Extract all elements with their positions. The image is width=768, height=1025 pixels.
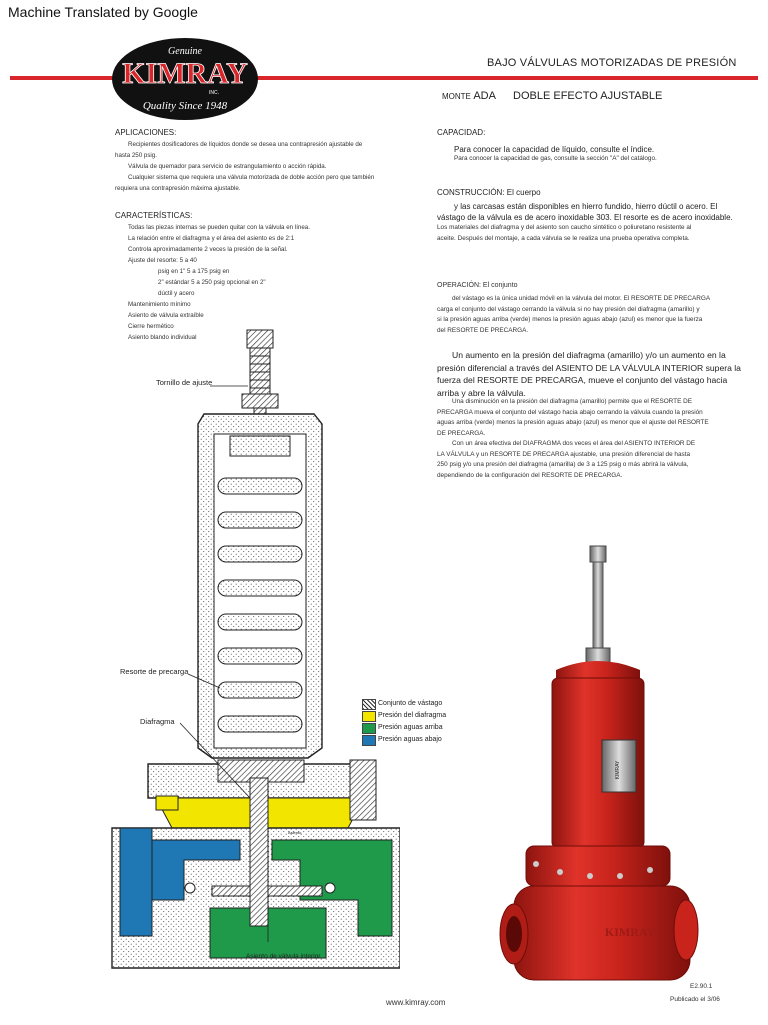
feature-line: dúctil y acero (158, 290, 195, 297)
valve-cutaway-diagram (100, 328, 400, 993)
header-mount-label: MONTE (442, 92, 471, 101)
applications-text (115, 139, 415, 194)
operation-line: dependiendo de la configuración del RESORTE DE PRECARGA. (437, 471, 623, 479)
valve-product-photo (490, 540, 713, 1025)
label-preload-spring: Resorte de precarga (120, 667, 189, 676)
label-adjust-screw: Tornillo de ajuste (156, 378, 213, 387)
logo-tagline: Quality Since 1948 (142, 100, 228, 112)
kimray-logo (110, 36, 260, 127)
legend-label: Presión aguas arriba (378, 724, 443, 731)
label-inner-seat: Asiento de válvula interior (246, 953, 321, 960)
applications-line: requiera una contrapresión máxima ajustable. (115, 185, 241, 192)
construction-title: CONSTRUCCIÓN: El cuerpo (437, 188, 541, 197)
operation-line: presión diferencial a través del ASIENTO DE LA VÁLVULA INTERIOR supera la (437, 362, 741, 373)
legend-swatch-hatch (362, 699, 376, 710)
operation-title: OPERACIÓN: El conjunto (437, 282, 518, 289)
footer-published: Publicado el 3/06 (670, 996, 720, 1003)
feature-line: Asiento de válvula extraíble (128, 312, 204, 319)
feature-line: psig en 1" 5 a 175 psig en (158, 268, 230, 275)
feature-line: Controla aproximadamente 2 veces la presión de la señal. (128, 246, 288, 253)
nameplate-text: KIMRAY (615, 760, 621, 780)
operation-line: aguas arriba (verde) menos la presión aguas abajo (azul) es menor que el ajuste del RESORTE (437, 419, 709, 426)
operation-line: Un aumento en la presión del diafragma (amarillo) y/o un aumento en la (452, 350, 726, 360)
feature-line: La relación entre el diafragma y el área del asiento es de 2:1 (128, 235, 295, 242)
legend-swatch-blue (362, 735, 376, 746)
capacity-line-1: Para conocer la capacidad de líquido, consulte el índice. (454, 145, 655, 154)
operation-line: del RESORTE DE PRECARGA. (437, 326, 529, 334)
legend-swatch-yellow (362, 711, 376, 722)
header-title: DOBLE EFECTO AJUSTABLE (513, 90, 663, 102)
header-model: ADA (473, 90, 496, 102)
construction-line: y las carcasas están disponibles en hierro fundido, hierro dúctil o acero. El (454, 202, 718, 211)
legend-label: Presión del diafragma (378, 712, 447, 719)
construction-text (437, 201, 757, 223)
feature-line: Cierre hermético (128, 323, 174, 330)
construction-line: vástago de la válvula es de acero inoxidable 303. El resorte es de acero inoxidable. (437, 213, 733, 222)
logo-inc-text: INC. (209, 90, 219, 96)
operation-line: DE PRECARGA. (437, 429, 486, 437)
operation-line: arriba y abre la válvula. (437, 387, 526, 398)
logo-top-text: Genuine (168, 46, 202, 57)
legend-swatch-green (362, 723, 376, 734)
feature-line: Mantenimiento mínimo (128, 301, 191, 308)
feature-line: Asiento blando individual (128, 334, 197, 341)
construction-line: Los materiales del diafragma y del asiento son caucho sintético o poliuretano resistente al (437, 224, 692, 231)
operation-line: si la presión aguas arriba (verde) menos la presión aguas abajo (azul) es menor que la fuerza (437, 316, 703, 323)
feature-line: Ajuste del resorte: 5 a 40 (128, 257, 197, 264)
body-cast-text: KIMRAY (604, 925, 656, 939)
operation-line: Con un área efectiva del DIAFRAGMA dos veces el área del ASIENTO INTERIOR DE (452, 440, 696, 447)
capacity-title: CAPACIDAD: (437, 128, 486, 137)
feature-line: 2" estándar 5 a 250 psig opcional en 2" (158, 279, 266, 286)
applications-line: Válvula de quemador para servicio de estrangulamiento o acción rápida. (128, 163, 327, 170)
legend-label: Presión aguas abajo (378, 736, 442, 743)
capacity-line-2: Para conocer la capacidad de gas, consulte la sección "A" del catálogo. (454, 155, 657, 162)
features-title: CARACTERÍSTICAS: (115, 211, 193, 220)
header-line-2 (442, 90, 662, 102)
features-text (128, 222, 418, 343)
label-diaphragm: Diafragma (140, 717, 175, 726)
applications-line: hasta 250 psig. (115, 152, 157, 159)
applications-line: Recipientes dosificadores de líquidos donde se desea una contrapresión ajustable de (128, 141, 363, 148)
header-line-1: BAJO VÁLVULAS MOTORIZADAS DE PRESIÓN (487, 57, 737, 69)
feature-line: Todas las piezas internas se pueden quitar con la válvula en línea. (128, 224, 310, 231)
construction-small-text (437, 223, 757, 244)
operation-line: carga el conjunto del vástago cerrando la válvula si no hay presión del diafragma (amarillo) y (437, 305, 700, 313)
operation-p1 (437, 294, 757, 336)
color-legend (362, 699, 492, 745)
operation-p3 (437, 397, 757, 481)
footer-url[interactable]: www.kimray.com (386, 998, 446, 1007)
operation-line: PRECARGA mueva el conjunto del vástago hacia abajo cerrando la válvula cuando la presión (437, 408, 703, 416)
applications-title: APLICACIONES: (115, 128, 177, 137)
footer-doc-code: E2.90.1 (690, 983, 713, 990)
operation-line: del vástago es la única unidad móvil en la válvula del motor. El RESORTE DE PRECARGA (452, 295, 711, 302)
construction-line: aceite. Después del montaje, a cada válvula se le realiza una prueba operativa completa. (437, 234, 690, 242)
machine-translated-banner: Machine Translated by Google (8, 4, 198, 20)
applications-line: Cualquier sistema que requiera una válvula motorizada de doble acción pero que también (128, 174, 375, 181)
operation-line: LA VÁLVULA y un RESORTE DE PRECARGA ajustable, una presión diferencial de hasta (437, 450, 691, 458)
label-small-seat: Asiento (288, 830, 302, 835)
operation-line: Una disminución en la presión del diafragma (amarillo) permite que el RESORTE DE (452, 398, 692, 405)
logo-main-text: KIMRAY (122, 57, 248, 90)
operation-line: 250 psig y/o una presión del diafragma (amarilla) de 3 a 125 psig o más abrirá la válvula, (437, 461, 689, 468)
legend-label: Conjunto de vástago (378, 700, 443, 707)
operation-p2 (437, 349, 757, 399)
operation-line: fuerza del RESORTE DE PRECARGA, mueve el conjunto del vástago hacia (437, 375, 728, 385)
